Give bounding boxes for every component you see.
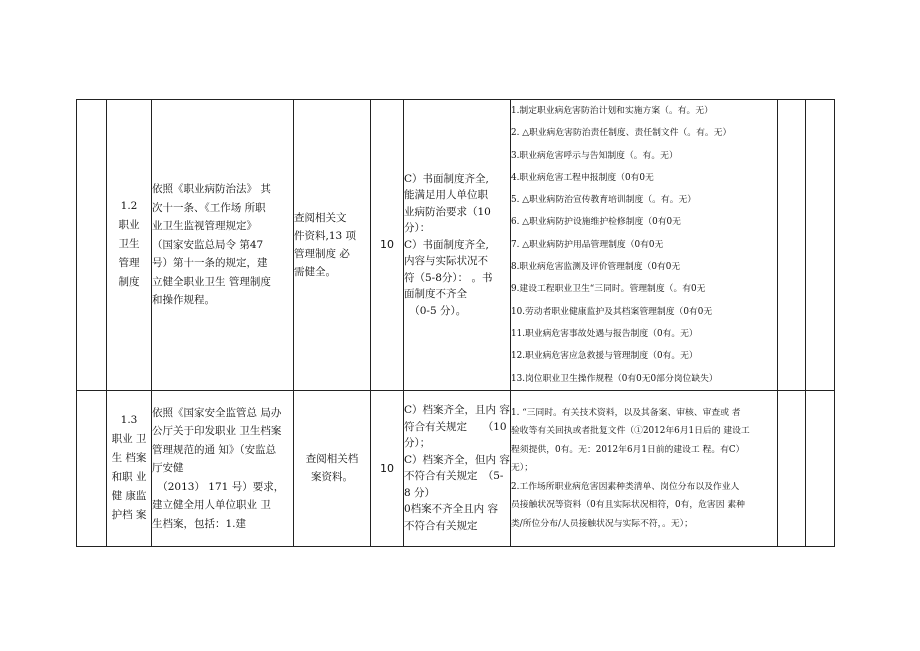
- method-cell: 查阅相关档 案资料。: [294, 390, 371, 546]
- method-cell: 查阅相关文 件资料,13 项 管理制度 必 需健全。: [294, 100, 371, 391]
- blank-cell: [778, 100, 806, 391]
- item-name-cell: 1.2 职业 卫生 管理 制度: [107, 100, 152, 391]
- content-cell: 1.制定职业病危害防治计划和实施方案（。有。无） 2. △职业病危害防治责任制度、责任制文件（。有。无） 3.职业病危害呼示与告知制度（。有。无） 4.职业病危害工程申报制度（0有0无 5. △职业病防治宣传教育培训制度（。有。无） 6. △职业病防护设施维护检修制度（0有0无 7. △职业病防护用品管理制度（0有0无 8.职业病危害监测及评价管理制度（0有0无 9.建设工程职业卫生“三同时。管理制度（。有0无 10.劳动者职业健康监护及其档案管理制度（0有0无 11.职业病危害事故处遇与报告制度（0有。无） 12.职业病危害应急救援与管理制度（0有。无） 13.岗位职业卫生操作规程（0有0无0部分岗位缺失）: [511, 100, 778, 391]
- blank-cell: [77, 390, 107, 546]
- blank-cell: [778, 390, 806, 546]
- blank-cell: [77, 100, 107, 391]
- criteria-cell: C）书面制度齐全, 能满足用人单位职 业病防治要求（10 分）： C）书面制度齐全, 内容与实际状况不 符（5-8分）： 。书 面制度不齐全 （0-5 分）。: [404, 100, 511, 391]
- score-cell: 10: [371, 100, 404, 391]
- table-row: [77, 100, 835, 391]
- item-name-cell: 1.3 职业 卫 生 档案 和职 业 健 康监 护档 案: [107, 390, 152, 546]
- inspection-table: [76, 99, 835, 547]
- table-row: [77, 390, 835, 546]
- criteria-cell: C）档案齐全，且内 容 符合有关规定 （10 分）； C）档案齐全，但内 容 不符合有关规定 （5- 8 分） 0档案不齐全且内 容 不符合有关规定: [404, 390, 511, 546]
- blank-cell: [806, 100, 835, 391]
- score-cell: 10: [371, 390, 404, 546]
- content-cell: 1. “三同时。有关技术资料，以及其备案、审核、审查或 者 验收等有关回执或者批复文件（①2012年6月1日后的 建设工 程须提供，0有。无：2012年6月1日前的建设工 程。有C） 无）； 2.工作场所职业病危害因素种类清单、岗位分布以及作业人 员接触状况等资料（0有且实际状况相符，0有，危害因 素种 类/所位分布/人员接触状况与实际不符，。无）；: [511, 390, 778, 546]
- blank-cell: [806, 390, 835, 546]
- basis-cell: 依照《国家安全监管总 局办 公厅关于印发职业 卫生档案 管理规范的通 知》（安监总 厅安健 （2013） 171 号）要求， 建立健全用人单位职业 卫 生档案，包括：1.建: [152, 390, 294, 546]
- basis-cell: 依照《职业病防治法》 其 次十一条、《工作场 所职 业卫生监视管理规定》 （国家安监总局令 第47 号）第十一条的规定，建 立健全职业卫生 管理制度 和操作规程。: [152, 100, 294, 391]
